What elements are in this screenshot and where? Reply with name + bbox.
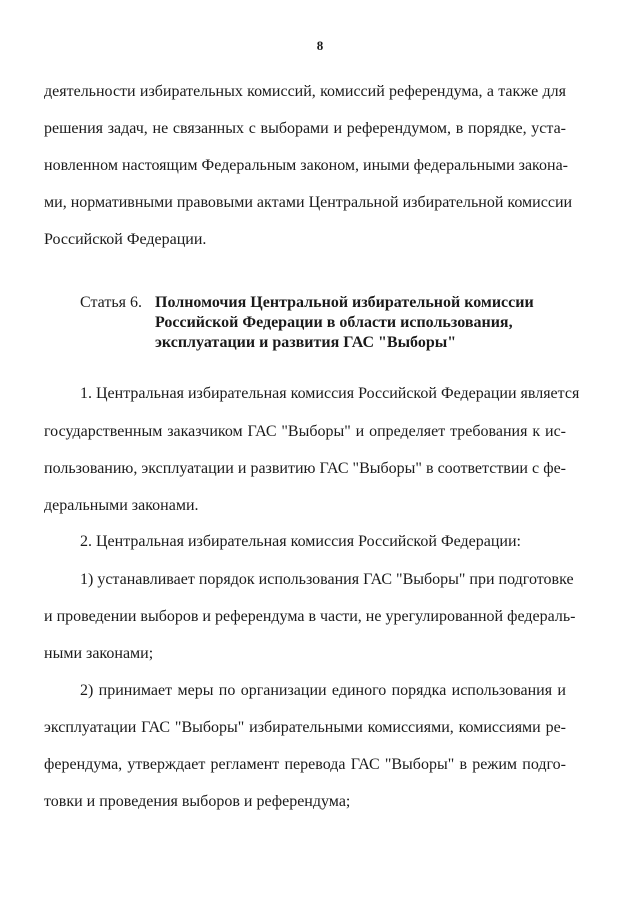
text-line: эксплуатации ГАС "Выборы" избирательными комиссиями, комиссиями ре- — [44, 719, 566, 736]
text-line: деятельности избирательных комиссий, комиссий референдума, а также для — [44, 83, 566, 100]
text-line: решения задач, не связанных с выборами и референдумом, в порядке, уста- — [44, 120, 566, 137]
paragraph-2: 2. Центральная избирательная комиссия Российской Федерации: — [80, 533, 521, 550]
text-line: Российской Федерации. — [44, 231, 207, 248]
text-line: 1) устанавливает порядок использования ГАС "Выборы" при подготовке — [80, 571, 574, 588]
text-line: ными законами; — [44, 645, 154, 662]
article-title-line: эксплуатации и развития ГАС "Выборы" — [155, 334, 457, 351]
page-number: 8 — [316, 38, 324, 53]
text-line: товки и проведения выборов и референдума; — [44, 793, 351, 810]
article-title-line: Российской Федерации в области использования, — [155, 314, 513, 331]
article-title-line: Полномочия Центральной избирательной комиссии — [155, 294, 534, 311]
text-line: новленном настоящим Федеральным законом, иными федеральными закона- — [44, 157, 569, 174]
text-line: и проведении выборов и референдума в части, не урегулированной федераль- — [44, 608, 576, 625]
text-line: ми, нормативными правовыми актами Центральной избирательной комиссии — [44, 194, 573, 211]
text-line: пользованию, эксплуатации и развитию ГАС "Выборы" в соответствии с фе- — [44, 460, 566, 477]
article-label: Статья 6. — [80, 294, 142, 311]
text-line: государственным заказчиком ГАС "Выборы" и определяет требования к ис- — [44, 423, 566, 440]
text-line: деральными законами. — [44, 497, 199, 514]
text-line: 1. Центральная избирательная комиссия Российской Федерации является — [80, 385, 580, 402]
article-title — [155, 293, 575, 353]
text-line: ферендума, утверждает регламент перевода ГАС "Выборы" в режим подго- — [44, 756, 566, 773]
text-line: 2) принимает меры по организации единого порядка использования и — [80, 682, 566, 699]
